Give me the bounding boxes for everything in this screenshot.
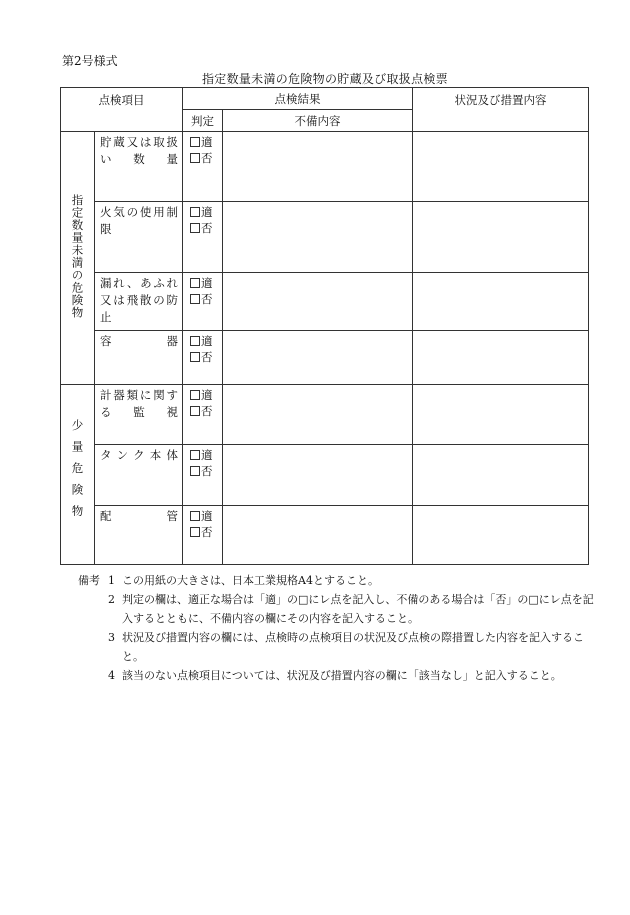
note-number: 3 xyxy=(108,631,115,644)
checkbox-icon[interactable] xyxy=(190,450,200,460)
note-number: 1 xyxy=(108,574,115,587)
judgment-ok-option[interactable] xyxy=(190,275,222,291)
header-status-measures xyxy=(413,88,589,132)
judgment-ng-option[interactable] xyxy=(190,403,222,419)
status-measures-field[interactable] xyxy=(413,385,589,445)
inspection-item: 配 管 xyxy=(95,506,183,565)
header-inspection-item-label: 点検項目 xyxy=(98,92,145,107)
header-status-measures-label: 状況及び措置内容 xyxy=(454,92,547,107)
table-row xyxy=(61,331,589,385)
inspection-item: 容 器 xyxy=(95,331,183,385)
note-item xyxy=(78,590,598,628)
table-row xyxy=(61,385,589,445)
judgment-ok-label: 適 xyxy=(201,448,213,462)
document-title: 指定数量未満の危険物の貯蔵及び取扱点検票 xyxy=(201,72,448,86)
defect-detail-field[interactable] xyxy=(223,331,413,385)
table-row xyxy=(61,202,589,273)
note-text: 判定の欄は、適正な場合は「適」の□にレ点を記入し、不備のある場合は「否」の□にレ点を記入するとともに、不備内容の欄にその内容を記入すること。 xyxy=(122,593,594,625)
status-measures-field[interactable] xyxy=(413,202,589,273)
checkbox-icon[interactable] xyxy=(190,336,200,346)
note-text: この用紙の大きさは、日本工業規格A4とすること。 xyxy=(122,574,379,587)
judgment-ok-option[interactable] xyxy=(190,204,222,220)
judgment-ok-label: 適 xyxy=(201,205,213,219)
defect-detail-field[interactable] xyxy=(223,132,413,202)
judgment-cell[interactable] xyxy=(183,445,223,506)
judgment-ok-option[interactable] xyxy=(190,508,222,524)
category-label-cell xyxy=(61,132,95,385)
checkbox-icon[interactable] xyxy=(190,223,200,233)
checkbox-icon[interactable] xyxy=(190,352,200,362)
judgment-ng-option[interactable] xyxy=(190,524,222,540)
checkbox-icon[interactable] xyxy=(190,207,200,217)
status-measures-field[interactable] xyxy=(413,445,589,506)
checkbox-icon[interactable] xyxy=(190,137,200,147)
checkbox-icon[interactable] xyxy=(190,278,200,288)
defect-detail-field[interactable] xyxy=(223,202,413,273)
header-defect-detail-label: 不備内容 xyxy=(294,113,341,128)
judgment-ng-label: 否 xyxy=(201,525,213,539)
checkbox-icon[interactable] xyxy=(190,390,200,400)
status-measures-field[interactable] xyxy=(413,506,589,565)
header-judgment-label: 判定 xyxy=(191,113,214,128)
judgment-ng-option[interactable] xyxy=(190,220,222,236)
checkbox-icon[interactable] xyxy=(190,294,200,304)
note-item xyxy=(78,666,598,685)
judgment-cell[interactable] xyxy=(183,273,223,331)
defect-detail-field[interactable] xyxy=(223,506,413,565)
category-label: 少量危険物 xyxy=(70,419,85,527)
judgment-ok-option[interactable] xyxy=(190,333,222,349)
judgment-ng-label: 否 xyxy=(201,221,213,235)
checkbox-icon[interactable] xyxy=(190,466,200,476)
judgment-cell[interactable] xyxy=(183,202,223,273)
judgment-ok-label: 適 xyxy=(201,509,213,523)
judgment-ok-label: 適 xyxy=(201,388,213,402)
status-measures-field[interactable] xyxy=(413,331,589,385)
defect-detail-field[interactable] xyxy=(223,445,413,506)
note-text: 状況及び措置内容の欄には、点検時の点検項目の状況及び点検の際措置した内容を記入すること。 xyxy=(122,631,584,663)
judgment-ng-option[interactable] xyxy=(190,291,222,307)
note-number: 4 xyxy=(108,669,115,682)
judgment-cell[interactable] xyxy=(183,506,223,565)
judgment-cell[interactable] xyxy=(183,331,223,385)
notes-label: 備考 xyxy=(78,574,100,587)
judgment-cell[interactable] xyxy=(183,385,223,445)
checkbox-icon[interactable] xyxy=(190,511,200,521)
header-defect-detail xyxy=(223,110,413,132)
note-text: 該当のない点検項目については、状況及び措置内容の欄に「該当なし」と記入すること。 xyxy=(122,669,562,682)
judgment-ok-option[interactable] xyxy=(190,134,222,150)
category-label: 指定数量未満の危険物 xyxy=(70,194,85,319)
checkbox-icon[interactable] xyxy=(190,527,200,537)
judgment-ng-option[interactable] xyxy=(190,349,222,365)
judgment-ok-label: 適 xyxy=(201,135,213,149)
inspection-item: 貯蔵又は取扱い数量 xyxy=(95,132,183,202)
status-measures-field[interactable] xyxy=(413,132,589,202)
status-measures-field[interactable] xyxy=(413,273,589,331)
judgment-ok-label: 適 xyxy=(201,334,213,348)
checkbox-icon[interactable] xyxy=(190,406,200,416)
defect-detail-field[interactable] xyxy=(223,385,413,445)
notes-section xyxy=(78,571,598,685)
judgment-ng-option[interactable] xyxy=(190,150,222,166)
header-inspection-result xyxy=(183,88,413,110)
inspection-item: 漏れ、あふれ又は飛散の防止 xyxy=(95,273,183,331)
note-item xyxy=(78,628,598,666)
form-number: 第2号様式 xyxy=(62,54,118,68)
inspection-item: 計器類に関する監視 xyxy=(95,385,183,445)
table-row xyxy=(61,506,589,565)
judgment-ng-label: 否 xyxy=(201,292,213,306)
judgment-ok-option[interactable] xyxy=(190,387,222,403)
table-row xyxy=(61,445,589,506)
defect-detail-field[interactable] xyxy=(223,273,413,331)
judgment-ng-label: 否 xyxy=(201,404,213,418)
table-row xyxy=(61,273,589,331)
inspection-item: 火気の使用制限 xyxy=(95,202,183,273)
inspection-table xyxy=(60,87,589,565)
judgment-ok-option[interactable] xyxy=(190,447,222,463)
judgment-ok-label: 適 xyxy=(201,276,213,290)
judgment-ng-label: 否 xyxy=(201,350,213,364)
judgment-ng-option[interactable] xyxy=(190,463,222,479)
inspection-item: タンク本体 xyxy=(95,445,183,506)
judgment-cell[interactable] xyxy=(183,132,223,202)
header-judgment xyxy=(183,110,223,132)
header-inspection-item xyxy=(61,88,183,132)
judgment-ng-label: 否 xyxy=(201,464,213,478)
header-inspection-result-label: 点検結果 xyxy=(274,91,321,106)
checkbox-icon[interactable] xyxy=(190,153,200,163)
table-row xyxy=(61,132,589,202)
note-item xyxy=(78,571,598,590)
judgment-ng-label: 否 xyxy=(201,151,213,165)
category-label-cell xyxy=(61,385,95,565)
note-number: 2 xyxy=(108,593,115,606)
